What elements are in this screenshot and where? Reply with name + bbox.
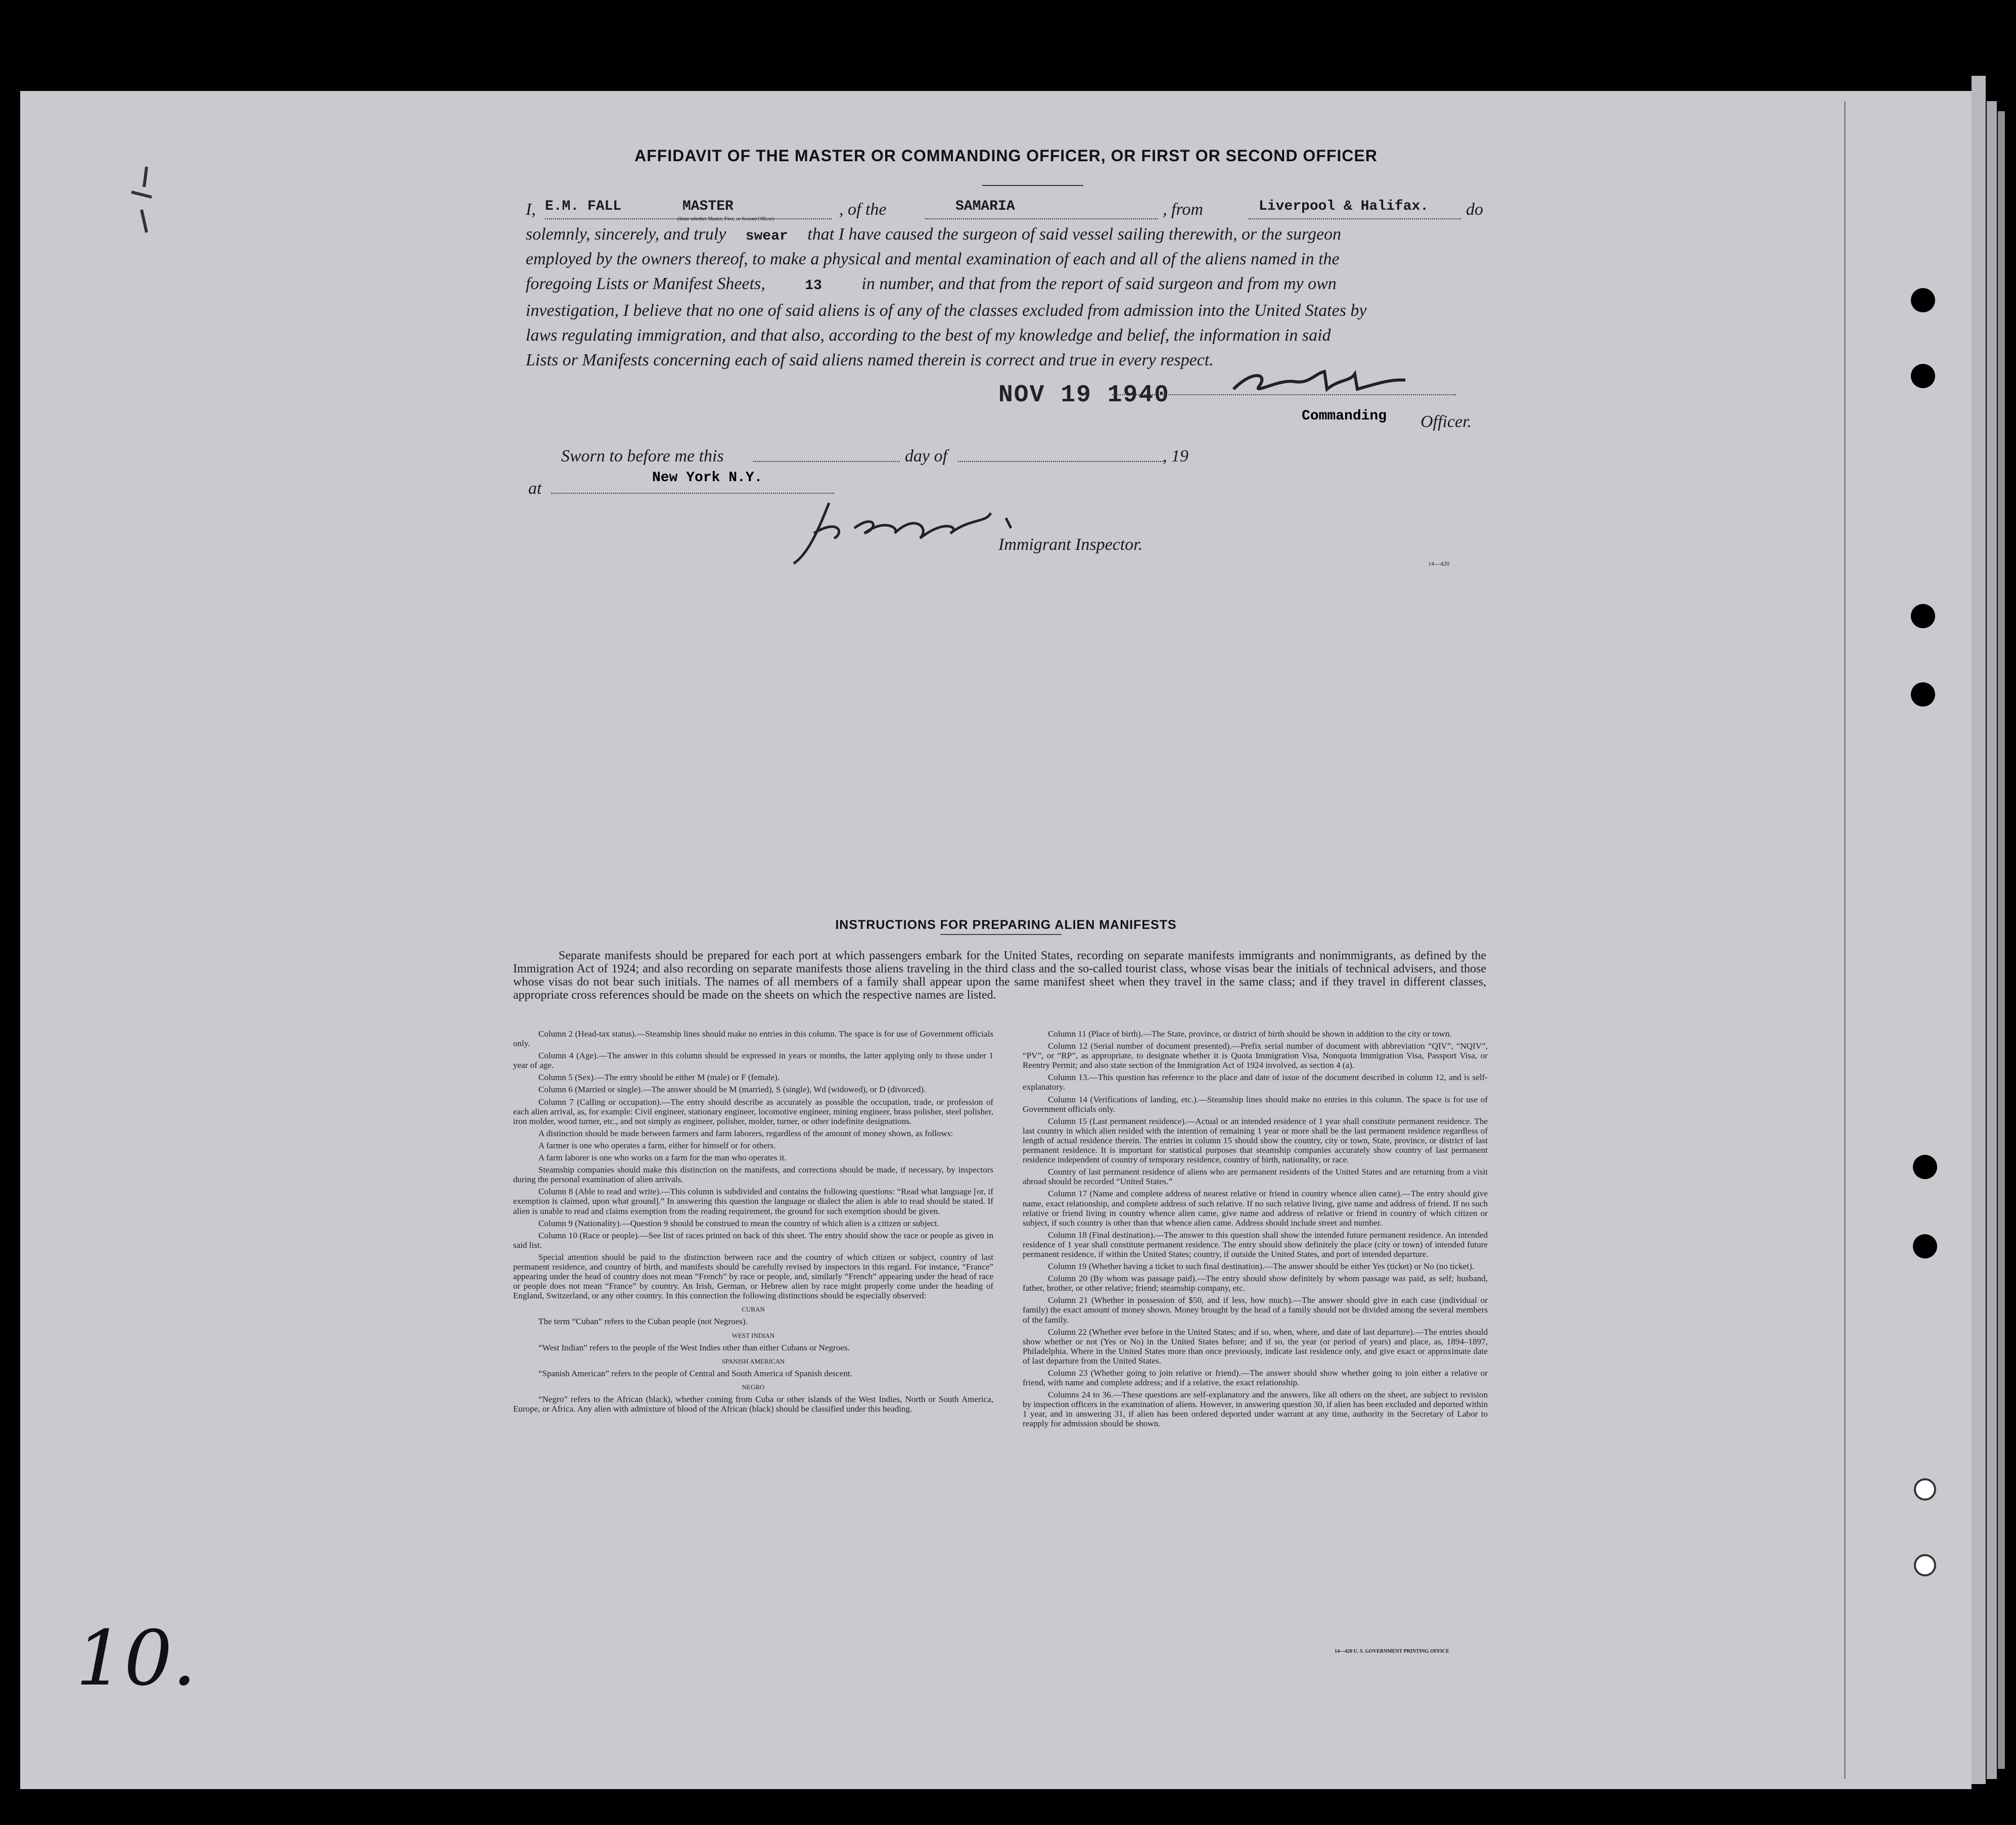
instruction-paragraph: Column 2 (Head-tax status).—Steamship lines should make no entries in this column. The space is for use of Government officials only. bbox=[513, 1029, 993, 1049]
fill-line bbox=[925, 218, 1158, 219]
affidavit-line6: laws regulating immigration, and that also, according to the best of my knowledge and belief, the information in said bbox=[526, 326, 1331, 345]
race-heading: SPANISH AMERICAN bbox=[721, 1357, 785, 1365]
binder-hole bbox=[1913, 1155, 1937, 1179]
instruction-paragraph: Country of last permanent residence of aliens who are permanent residents of the United States and are returning from a visit abroad should be recorded “United States.” bbox=[1023, 1167, 1488, 1187]
instruction-paragraph: Column 13.—This question has reference to the place and date of issue of the document described in column 12, and is self-explanatory. bbox=[1023, 1072, 1488, 1092]
fill-line bbox=[545, 218, 681, 219]
affidavit-body bbox=[526, 197, 1496, 372]
vessel-name: SAMARIA bbox=[955, 199, 1015, 214]
instructions-left-column bbox=[513, 1029, 993, 1416]
instruction-paragraph: A distinction should be made between farmers and farm laborers, regardless of the amount of money shown, as follows: bbox=[538, 1128, 953, 1138]
instruction-paragraph: A farm laborer is one who works on a farm for the man who operates it. bbox=[538, 1153, 787, 1163]
instructions-rule bbox=[940, 934, 1062, 935]
sheet-count: 13 bbox=[805, 278, 822, 294]
instruction-paragraph: Column 23 (Whether going to join relative or friend).—The answer should show whether going to join either a relative or friend, with name and complete address; and if a relative, the exact relationship. bbox=[1023, 1368, 1488, 1388]
binder-hole bbox=[1911, 288, 1935, 312]
instructions-title: INSTRUCTIONS FOR PREPARING ALIEN MANIFESTS bbox=[835, 918, 1177, 932]
affidavit-line3: employed by the owners thereof, to make a physical and mental examination of each and all of the aliens named in the bbox=[526, 250, 1340, 268]
instruction-paragraph: Column 14 (Verifications of landing, etc.).—Steamship lines should make no entries in this column. The space is for use of Government officials only. bbox=[1023, 1094, 1488, 1114]
instruction-paragraph: Columns 24 to 36.—These questions are self-explanatory and the answers, like all others on the sheet, are subject to revision by inspection officers in the examination of aliens. However, in answering question 30, if alien has been excluded and deported within 1 year, and in answering 31, if alien has been ordered deported under warrant at any time, authority in the Secretary of Labor to reapply for admission should be shown. bbox=[1023, 1390, 1488, 1429]
instruction-paragraph: Column 11 (Place of birth).—The State, province, or district of birth should be shown in addition to the city or town. bbox=[1048, 1029, 1452, 1039]
of-the-label: , of the bbox=[839, 200, 887, 219]
instruction-paragraph: Column 4 (Age).—The answer in this column should be expressed in years or months, the latter applying only to those under 1 year of age. bbox=[513, 1051, 993, 1070]
instruction-paragraph: Column 19 (Whether having a ticket to such final destination).—The answer should be either Yes (ticket) or No (no ticket). bbox=[1048, 1261, 1475, 1272]
binder-hole bbox=[1911, 364, 1935, 388]
departure-port: Liverpool & Halifax. bbox=[1259, 199, 1429, 214]
instruction-paragraph: Column 9 (Nationality).—Question 9 should be construed to mean the country of which alien is a citizen or subject. bbox=[538, 1218, 939, 1228]
form-number: 14—420 bbox=[1428, 560, 1449, 567]
instruction-paragraph: Column 12 (Serial number of document presented).—Prefix serial number of document with abbreviation “QIV”, “NQIV”, “PV”, or “RP”, as appropriate, to designate whether it is Quota Immigration Visa, Nonquota Immigration Visa, Passport Visa, or Reentry Permit; and also state section of the Immigration Act of 1924 involved, as section 4 (a). bbox=[1023, 1041, 1488, 1070]
race-definition: “Negro” refers to the African (black), whether coming from Cuba or other islands of the West Indies, North or South America, Europe, or Africa. Any alien with admixture of blood of the African (black) should be classified under this heading. bbox=[513, 1394, 993, 1414]
instructions-right-column bbox=[1023, 1029, 1488, 1431]
fill-line bbox=[958, 461, 1165, 462]
line2-rest: that I have caused the surgeon of said vessel sailing therewith, or the surgeon bbox=[807, 225, 1342, 244]
title-rule bbox=[982, 185, 1083, 186]
fill-line bbox=[680, 218, 832, 219]
pencil-mark bbox=[116, 162, 177, 238]
instruction-paragraph: Column 20 (By whom was passage paid).—The entry should show definitely by whom passage was paid, as self; husband, father, brother, or other relative; friend; steamship company, etc. bbox=[1023, 1274, 1488, 1293]
instruction-paragraph: Column 10 (Race or people).—See list of races printed on back of this sheet. The entry should show the race or people as given in said list. bbox=[513, 1230, 993, 1250]
instruction-paragraph: Column 22 (Whether ever before in the United States; and if so, when, where, and date of last departure).—The entries should show whether or not (Yes or No) in the United States before; and if so, the year (or period of years) and place, as, 1894–1897, Philadelphia. Where in the United States more than once previously, indicate last residence only, and give exact or approximate date of last departure from the United States. bbox=[1023, 1327, 1488, 1366]
instruction-paragraph: Column 5 (Sex).—The entry should be either M (male) or F (female). bbox=[538, 1072, 780, 1083]
binder-hole bbox=[1913, 1234, 1937, 1258]
instruction-paragraph: Column 7 (Calling or occupation).—The entry should describe as accurately as possible the occupation, trade, or profession of each alien arrival, as, for example: Civil engineer, stationary engineer, locomotive engineer, mining engineer, brass polisher, steel polisher, iron molder, wood turner, etc., and not simply as engineer, polisher, molder, turner, or other indefinite designations. bbox=[513, 1097, 993, 1126]
affidavit-line5: investigation, I believe that no one of said aliens is of any of the classes excluded from admission into the United States by bbox=[526, 301, 1367, 320]
instruction-paragraph: Column 17 (Name and complete address of nearest relative or friend in country whence alien came).—The entry should give name, exact relationship, and complete address of such relative. If no such relative living, give name and address of friend. If no such relative or friend living in country whence alien came, give name and address of relative or friend in country of which citizen or subject, if such country is other than that whence alien came. Address should include street and number. bbox=[1023, 1189, 1488, 1228]
race-heading: NEGRO bbox=[742, 1383, 765, 1391]
master-signature bbox=[1223, 359, 1436, 404]
master-name: E.M. FALL bbox=[545, 199, 622, 214]
instruction-paragraph: Steamship companies should make this distinction on the manifests, and corrections should be made, if necessary, by inspectors during the personal examination of alien arrivals. bbox=[513, 1165, 993, 1185]
sheet-fold-line bbox=[1844, 101, 1846, 1779]
instruction-paragraph: Column 6 (Married or single).—The answer should be M (married), S (single), Wd (widowed), or D (divorced). bbox=[538, 1085, 926, 1095]
race-definition: “Spanish American” refers to the people of Central and South America of Spanish descent. bbox=[538, 1368, 852, 1378]
signature-line bbox=[1112, 394, 1456, 395]
sworn-year: , 19 bbox=[1163, 447, 1188, 465]
at-label: at bbox=[528, 479, 542, 498]
instruction-paragraph: Column 15 (Last permanent residence).—Actual or an intended residence of 1 year shall constitute permanent residence. The last country in which alien resided with the intention of remaining 1 year or more shall be the last permanent residence regardless of length of actual residence therein. The entries in column 15 should show the country, city or town, State, province, or district of last permanent residence. It is important for statistical purposes that steamship companies accurately show country of last permanent residence independent of country of temporary residence, country of birth, nationality, or race. bbox=[1023, 1116, 1488, 1165]
date-stamp: NOV 19 1940 bbox=[998, 382, 1170, 409]
instruction-paragraph: A farmer is one who operates a farm, either for himself or for others. bbox=[538, 1140, 776, 1150]
officer-title-typed: Commanding bbox=[1302, 408, 1387, 424]
binder-hole bbox=[1911, 604, 1935, 628]
inspector-label: Immigrant Inspector. bbox=[998, 535, 1143, 554]
fill-line bbox=[1249, 218, 1461, 219]
fill-line bbox=[551, 493, 834, 494]
sworn-text: Sworn to before me this bbox=[561, 447, 724, 465]
race-heading: CUBAN bbox=[742, 1305, 765, 1314]
officer-label: Officer. bbox=[1421, 412, 1472, 431]
line4-b: in number, and that from the report of said surgeon and from my own bbox=[861, 274, 1337, 293]
page-edge bbox=[1987, 101, 1997, 1779]
instruction-paragraph: Special attention should be paid to the distinction between race and the country of which citizen or subject, country of last permanent residence, and country of birth, and manifests should be carefully revised by inspectors in this regard. For instance, “France” appearing under the head of country does not mean “French” by race or people, and, similarly “French” appearing under the head of race or people does not mean “France” by country. An Irish, German, or Hebrew alien by race might properly come under the heading of England, Switzerland, or any other country. In this connection the following distinctions should be especially observed: bbox=[513, 1252, 993, 1301]
instruction-paragraph: Column 21 (Whether in possession of $50, and if less, how much).—The answer should give in each case (individual or family) the exact amount of money shown. Money brought by the head of a family should not be divided among the several members of the family. bbox=[1023, 1295, 1488, 1325]
sworn-place: New York N.Y. bbox=[652, 470, 763, 486]
binder-ring bbox=[1914, 1554, 1936, 1576]
solemnly-text: solemnly, sincerely, and truly bbox=[526, 225, 726, 244]
fill-line bbox=[753, 461, 900, 462]
race-definition: The term “Cuban” refers to the Cuban people (not Negroes). bbox=[538, 1317, 748, 1327]
prefix-i: I, bbox=[526, 200, 536, 219]
handwritten-page-number: 10. bbox=[76, 1615, 197, 1703]
sworn-day: day of bbox=[905, 447, 948, 465]
rank-note: (State whether Master, First, or Second Officer) bbox=[677, 216, 774, 222]
affidavit-line7: Lists or Manifests concerning each of said aliens named therein is correct and true in every respect. bbox=[526, 351, 1214, 369]
oath-word: swear bbox=[745, 228, 788, 244]
instruction-paragraph: Column 18 (Final destination).—The answer to this question shall show the intended future permanent residence. An intended residence of 1 year shall constitute permanent residence. The entry should show definitely the place (city or town) of intended future permanent residence, if within the United States; country, if outside the United States, and port of intended departure. bbox=[1023, 1230, 1488, 1259]
race-definition: “West Indian” refers to the people of the West Indies other than either Cubans or Negroes. bbox=[538, 1342, 850, 1352]
page-edge bbox=[1998, 111, 2005, 1769]
affidavit-title: AFFIDAVIT OF THE MASTER OR COMMANDING OFFICER, OR FIRST OR SECOND OFFICER bbox=[634, 147, 1378, 165]
instructions-intro: Separate manifests should be prepared for each port at which passengers embark for the United States, recording on separate manifests immigrants and nonimmigrants, as defined by the Immigration Act of 1924; and also recording on separate manifests those aliens traveling in the third class and the so-called tourist class, whose visas bear the initials of technical advisers, and those whose visas do not bear such initials. The names of all members of a family shall appear upon the same manifest sheet when they travel in the same class; and if they travel in different classes, appropriate cross references should be made on the sheets on which the respective names are listed. bbox=[513, 949, 1486, 1002]
binder-ring bbox=[1914, 1478, 1936, 1501]
from-label: , from bbox=[1163, 200, 1203, 219]
instruction-paragraph: Column 8 (Able to read and write).—This column is subdivided and contains the following questions: “Read what language [or, if exemption is claimed, upon what ground].” In answering this question the language or dialect the alien is able to read should be stated. If alien is unable to read and claims exemption from the reading requirement, the ground for such exemption should be given. bbox=[513, 1187, 993, 1216]
page-edge bbox=[1972, 76, 1986, 1784]
do-label: do bbox=[1466, 200, 1483, 219]
printing-office-footer: 14—420 U. S. GOVERNMENT PRINTING OFFICE bbox=[1335, 1649, 1449, 1654]
officer-rank: MASTER bbox=[682, 199, 734, 214]
line4-a: foregoing Lists or Manifest Sheets, bbox=[526, 274, 765, 293]
race-heading: WEST INDIAN bbox=[731, 1331, 775, 1339]
binder-hole bbox=[1911, 682, 1935, 707]
